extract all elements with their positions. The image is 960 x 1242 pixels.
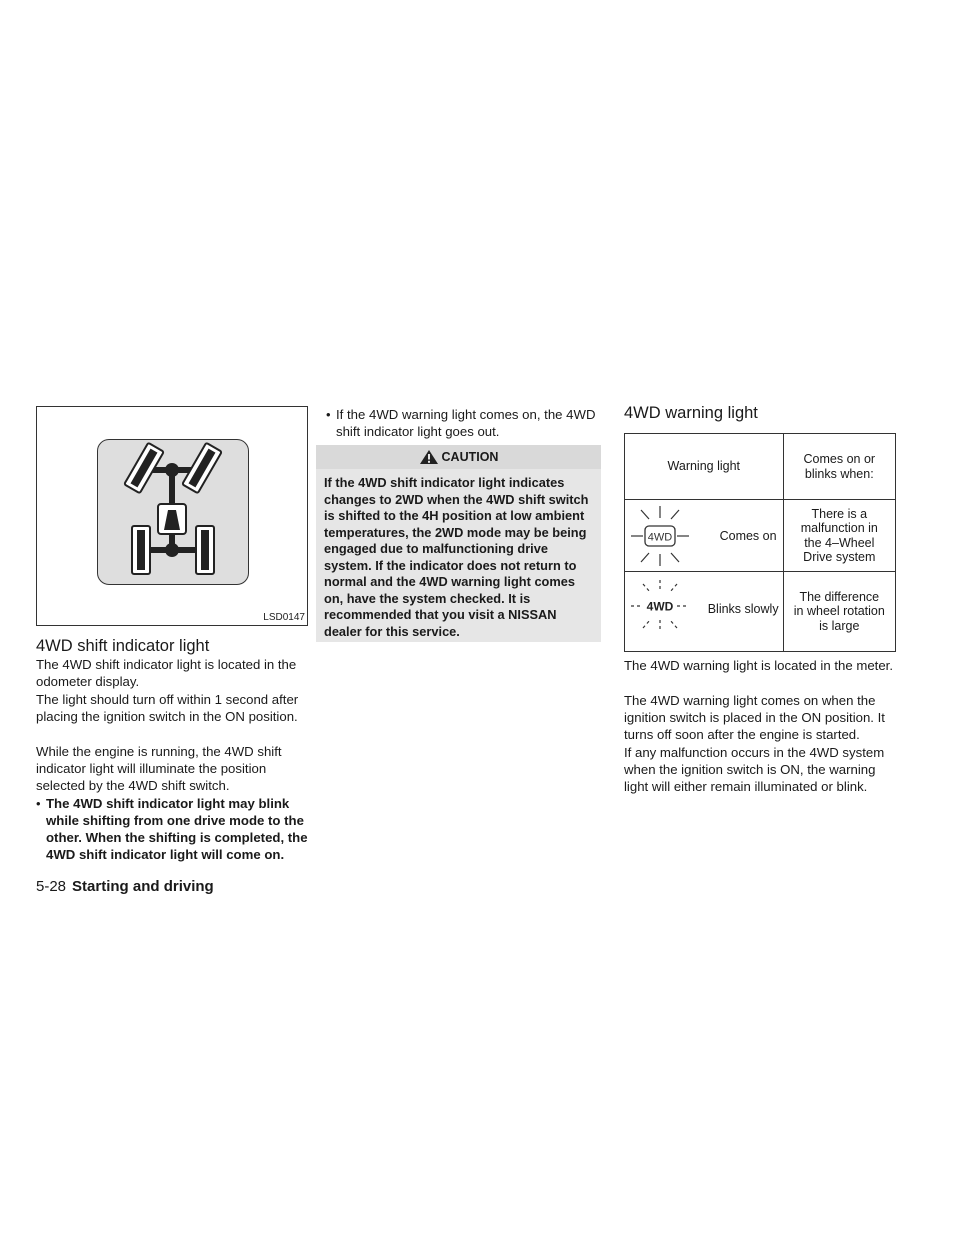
row-comes-on-light (625, 500, 784, 572)
warning-para-2: The 4WD warning light comes on when the ignition switch is placed in the ON position. It turns off soon after the engine is started. (624, 693, 885, 742)
shift-indicator-bullet-text: The 4WD shift indicator light may blink while shifting from one drive mode to the other. When the shifting is completed, the 4WD shift indicator light will come on. (46, 796, 308, 862)
caution-title: CAUTION (441, 450, 499, 464)
state-blinks-slowly: Blinks slowly (707, 602, 779, 616)
state-comes-on: Comes on (719, 529, 777, 543)
row-blinks-desc (783, 572, 895, 652)
page-footer (36, 878, 214, 896)
table-row (625, 500, 896, 572)
shift-indicator-bullet (36, 795, 308, 863)
header-comes-on-text: Comes on or blinks when: (803, 452, 876, 481)
caution-header (316, 445, 601, 469)
desc-malfunction: There is a malfunction in the 4–Wheel Drive system (800, 506, 878, 564)
desc-wheel-rotation: The difference in wheel rotation is large (793, 589, 885, 633)
4wd-icon-label: 4WD (647, 531, 673, 544)
warning-triangle-icon (419, 449, 439, 465)
warning-bullet-text: If the 4WD warning light comes on, the 4WD shift indicator light goes out. (336, 407, 596, 439)
header-warning-light (625, 434, 784, 500)
table-row (625, 572, 896, 652)
4wd-blink-icon-label: 4WD (646, 599, 674, 614)
bullet-dot: • (36, 796, 41, 811)
table-header-row (625, 434, 896, 500)
figure-code: LSD0147 (263, 612, 305, 623)
heading-4wd-shift-indicator: 4WD shift indicator light (36, 637, 210, 655)
bullet-dot: • (326, 407, 331, 422)
4wd-warning-icon (625, 500, 695, 572)
warning-bullet (326, 406, 601, 440)
shift-indicator-para-2: The light should turn off within 1 second after placing the ignition switch in the ON position. (36, 692, 299, 724)
row-comes-on-desc (783, 500, 895, 572)
drivetrain-icon (98, 440, 247, 583)
caution-box (316, 445, 601, 642)
page-number: 5-28 (36, 878, 67, 895)
caution-text: If the 4WD shift indicator light indicates changes to 2WD when the 4WD shift switch is shifted to the 4H position at low ambient temperatures, the 2WD mode may be being engaged due to malfunctioning drive system. If the indicator does not return to normal and the 4WD warning light comes on, have the system checked. It is recommended that you visit a NISSAN dealer for this service. (324, 475, 589, 639)
indicator-panel (97, 439, 249, 585)
heading-4wd-warning: 4WD warning light (624, 404, 758, 422)
header-comes-on (783, 434, 895, 500)
row-blinks-light (625, 572, 784, 652)
shift-indicator-para-3: While the engine is running, the 4WD shift indicator light will illuminate the position selected by the 4WD shift switch. (36, 744, 282, 793)
warning-para-1: The 4WD warning light is located in the meter. (624, 658, 894, 673)
4wd-shift-indicator-figure (36, 406, 308, 626)
warning-para-3: If any malfunction occurs in the 4WD system when the ignition switch is ON, the warning light will either remain illuminated or blink. (624, 745, 885, 794)
header-warning-light-text: Warning light (667, 459, 741, 474)
warning-light-table (624, 433, 896, 652)
section-title: Starting and driving (72, 878, 214, 895)
shift-indicator-para-1: The 4WD shift indicator light is located in the odometer display. (36, 657, 297, 689)
4wd-blinking-icon (625, 572, 695, 652)
